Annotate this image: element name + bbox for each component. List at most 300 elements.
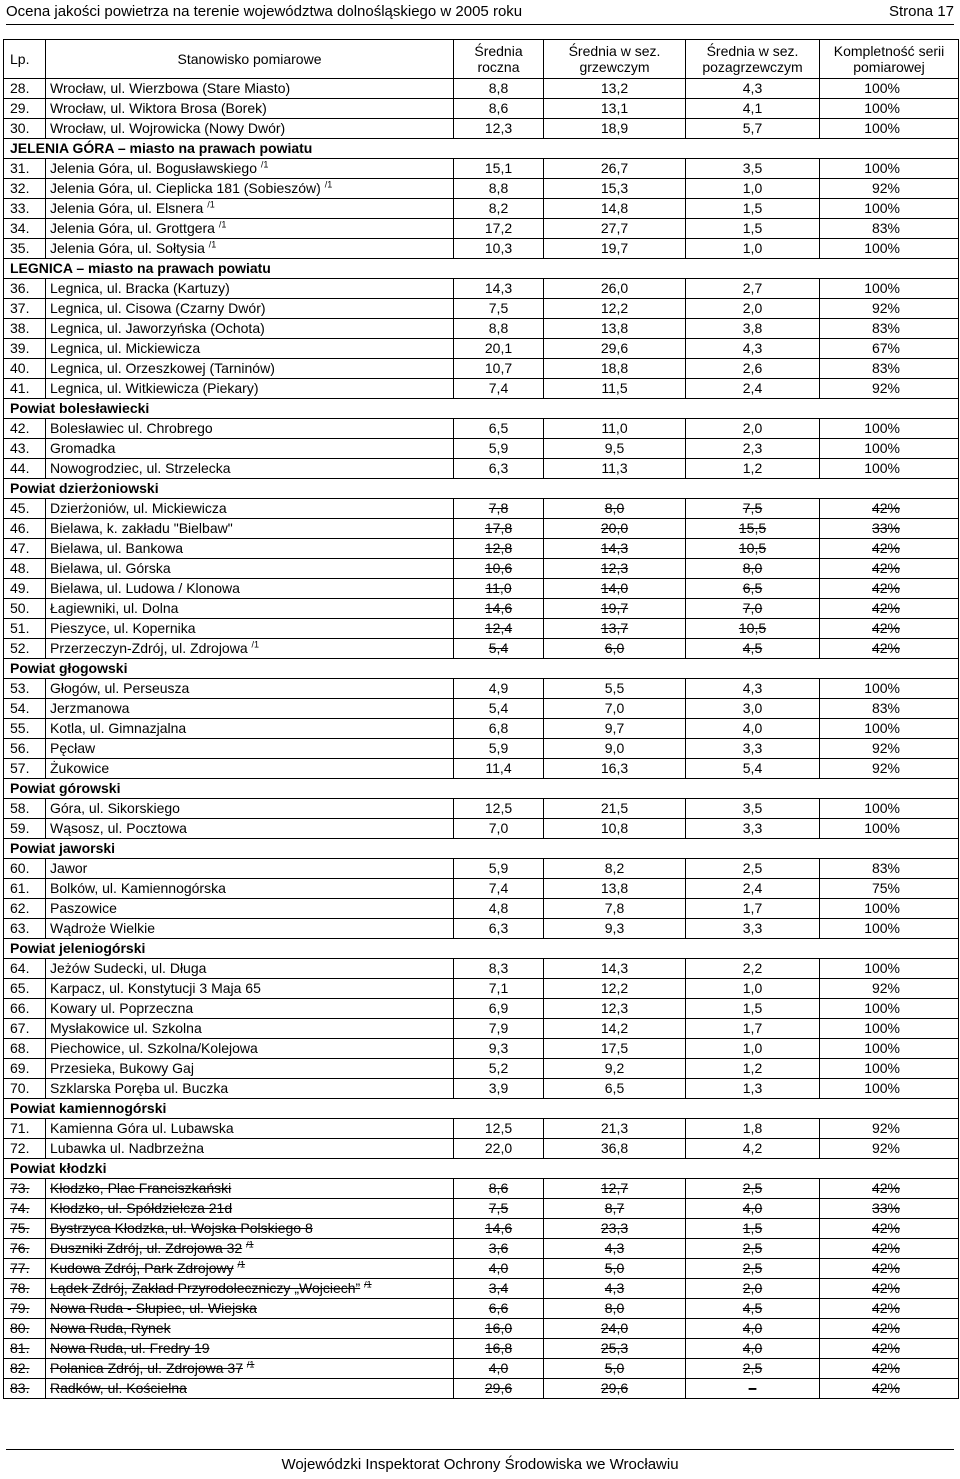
station-name-value: Lubawka ul. Nadbrzeżna [50, 1140, 205, 1156]
table-row [4, 1259, 959, 1279]
completeness-value: 100% [864, 1060, 900, 1076]
annual-mean-value: 3,4 [488, 1280, 509, 1296]
row-number-value: 65. [10, 980, 30, 996]
table-row [4, 79, 959, 99]
nonheating-season-mean-value: 4,5 [742, 1300, 763, 1316]
annual-mean-value: 5,9 [488, 740, 509, 756]
heating-season-mean-value: 13,2 [600, 80, 629, 96]
annual-mean [454, 719, 544, 739]
completeness [820, 299, 959, 319]
section-title: Powiat bolesławiecki [4, 399, 959, 419]
row-number-value: 79. [10, 1300, 30, 1316]
annual-mean-value: 7,9 [488, 1020, 509, 1036]
completeness [820, 1279, 959, 1299]
completeness [820, 1119, 959, 1139]
heating-season-mean [544, 339, 686, 359]
nonheating-season-mean [686, 979, 820, 999]
nonheating-season-mean-value: 1,0 [742, 1040, 763, 1056]
station-name-value: Radków, ul. Kościelna [50, 1380, 187, 1396]
nonheating-season-mean-value: 1,5 [742, 220, 763, 236]
heating-season-mean [544, 639, 686, 659]
completeness-value: 42% [871, 1280, 900, 1296]
section-title: Powiat dzierżoniowski [4, 479, 959, 499]
row-number-value: 31. [10, 160, 30, 176]
nonheating-season-mean-value: 4,3 [742, 80, 763, 96]
station-name-value: Duszniki Zdrój, ul. Zdrojowa 32 [50, 1240, 243, 1256]
section-row [4, 1159, 959, 1179]
station-name-value: Gromadka [50, 440, 116, 456]
row-number [4, 79, 46, 99]
table-row [4, 519, 959, 539]
air-quality-table [3, 39, 959, 1399]
nonheating-season-mean-value: 2,6 [742, 360, 763, 376]
completeness-value: 100% [864, 960, 900, 976]
nonheating-season-mean-value: 4,0 [742, 1320, 763, 1336]
nonheating-season-mean [686, 1279, 820, 1299]
completeness [820, 999, 959, 1019]
row-number [4, 519, 46, 539]
nonheating-season-mean-value: 3,3 [742, 920, 763, 936]
nonheating-season-mean-value: 1,0 [742, 240, 763, 256]
table-row [4, 1019, 959, 1039]
completeness-value: 100% [864, 1040, 900, 1056]
annual-mean-value: 16,0 [484, 1320, 513, 1336]
completeness-value: 100% [864, 420, 900, 436]
completeness-value: 83% [871, 860, 900, 876]
heating-season-mean [544, 1139, 686, 1159]
table-row [4, 299, 959, 319]
table-body [4, 79, 959, 1399]
heating-season-mean-value: 14,3 [600, 540, 629, 556]
completeness-value: 83% [871, 220, 900, 236]
station-name [46, 639, 454, 659]
heating-season-mean-value: 11,3 [601, 460, 628, 476]
row-number-value: 49. [10, 580, 30, 596]
completeness-value: 33% [871, 520, 900, 536]
heating-season-mean-value: 13,1 [600, 100, 629, 116]
footnote-marker: /1 [207, 199, 215, 210]
nonheating-season-mean [686, 159, 820, 179]
annual-mean-value: 7,1 [488, 980, 509, 996]
row-number-value: 60. [10, 860, 30, 876]
annual-mean [454, 579, 544, 599]
table-row [4, 1059, 959, 1079]
section-title: Powiat jeleniogórski [4, 939, 959, 959]
nonheating-season-mean [686, 1139, 820, 1159]
completeness [820, 199, 959, 219]
annual-mean-value: 14,3 [484, 280, 513, 296]
footnote-marker: /1 [208, 239, 217, 250]
annual-mean [454, 379, 544, 399]
nonheating-season-mean-value: 4,3 [742, 340, 763, 356]
heating-season-mean-value: 8,7 [604, 1200, 625, 1216]
station-name [46, 619, 454, 639]
annual-mean [454, 899, 544, 919]
col-header-nonheating: Średnia w sez. pozagrzewczym [686, 40, 820, 79]
annual-mean [454, 819, 544, 839]
heating-season-mean [544, 1019, 686, 1039]
annual-mean-value: 10,7 [484, 360, 513, 376]
row-number-value: 54. [10, 700, 30, 716]
station-name-value: Nowa Ruda, ul. Fredry 19 [50, 1340, 210, 1356]
station-name-value: Nowa Ruda, Rynek [50, 1320, 171, 1336]
row-number-value: 62. [10, 900, 30, 916]
heating-season-mean [544, 559, 686, 579]
row-number [4, 1019, 46, 1039]
station-name-value: Bystrzyca Kłodzka, ul. Wojska Polskiego 8 [50, 1220, 313, 1236]
station-name [46, 1019, 454, 1039]
station-name [46, 159, 454, 179]
annual-mean [454, 599, 544, 619]
heating-season-mean [544, 219, 686, 239]
annual-mean-value: 12,4 [484, 620, 513, 636]
completeness-value: 100% [864, 680, 900, 696]
station-name [46, 1119, 454, 1139]
nonheating-season-mean-value: 1,0 [742, 980, 763, 996]
annual-mean [454, 859, 544, 879]
annual-mean [454, 159, 544, 179]
row-number [4, 1179, 46, 1199]
annual-mean-value: 10,3 [484, 240, 513, 256]
annual-mean [454, 199, 544, 219]
row-number [4, 299, 46, 319]
annual-mean-value: 12,8 [484, 540, 513, 556]
annual-mean-value: 29,6 [484, 1380, 513, 1396]
completeness [820, 1059, 959, 1079]
annual-mean [454, 739, 544, 759]
row-number [4, 1239, 46, 1259]
row-number [4, 699, 46, 719]
nonheating-season-mean [686, 1039, 820, 1059]
annual-mean-value: 11,4 [485, 760, 512, 776]
nonheating-season-mean [686, 519, 820, 539]
station-name-value: Kotla, ul. Gimnazjalna [50, 720, 187, 736]
station-name-value: Wrocław, ul. Wiktora Brosa (Borek) [50, 100, 267, 116]
annual-mean-value: 7,5 [488, 1200, 509, 1216]
annual-mean-value: 8,6 [488, 100, 509, 116]
nonheating-season-mean [686, 699, 820, 719]
nonheating-season-mean-value: 8,0 [742, 560, 763, 576]
annual-mean-value: 6,5 [488, 420, 509, 436]
annual-mean-value: 17,8 [484, 520, 513, 536]
annual-mean [454, 339, 544, 359]
completeness-value: 42% [871, 600, 900, 616]
annual-mean-value: 9,3 [488, 1040, 509, 1056]
station-name-value: Pieszyce, ul. Kopernika [50, 620, 196, 636]
nonheating-season-mean-value: 5,4 [742, 760, 763, 776]
station-name-value: Bolków, ul. Kamiennogórska [50, 880, 226, 896]
station-name [46, 439, 454, 459]
nonheating-season-mean-value: 1,5 [742, 1000, 763, 1016]
row-number [4, 1299, 46, 1319]
row-number [4, 1219, 46, 1239]
section-title: Powiat głogowski [4, 659, 959, 679]
row-number-value: 63. [10, 920, 30, 936]
row-number [4, 579, 46, 599]
station-name-value: Kłodzko, Plac Franciszkański [50, 1180, 232, 1196]
nonheating-season-mean [686, 1259, 820, 1279]
annual-mean [454, 99, 544, 119]
completeness-value: 100% [864, 440, 900, 456]
completeness-value: 100% [864, 1020, 900, 1036]
heating-season-mean-value: 5,0 [604, 1260, 625, 1276]
row-number-value: 33. [10, 200, 30, 216]
station-name-value: Legnica, ul. Mickiewicza [50, 340, 201, 356]
heating-season-mean [544, 379, 686, 399]
completeness [820, 1039, 959, 1059]
nonheating-season-mean-value: 3,5 [742, 160, 763, 176]
row-number [4, 459, 46, 479]
table-row [4, 759, 959, 779]
row-number-value: 36. [10, 280, 30, 296]
heating-season-mean-value: 9,7 [604, 720, 625, 736]
station-name-value: Legnica, ul. Orzeszkowej (Tarninów) [50, 360, 275, 376]
row-number [4, 679, 46, 699]
completeness [820, 979, 959, 999]
row-number-value: 58. [10, 800, 30, 816]
station-name-value: Jelenia Góra, ul. Elsnera [50, 200, 204, 216]
footnote-marker: /1 [237, 1259, 246, 1270]
row-number [4, 319, 46, 339]
nonheating-season-mean [686, 379, 820, 399]
completeness-value: 42% [871, 1360, 900, 1376]
completeness-value: 42% [871, 620, 900, 636]
station-name-value: Łagiewniki, ul. Dolna [50, 600, 179, 616]
row-number-value: 35. [10, 240, 30, 256]
nonheating-season-mean-value: 1,3 [742, 1080, 763, 1096]
table-row [4, 319, 959, 339]
section-title: Powiat kłodzki [4, 1159, 959, 1179]
completeness [820, 539, 959, 559]
heating-season-mean-value: 12,2 [600, 300, 629, 316]
nonheating-season-mean-value: 3,3 [742, 740, 763, 756]
station-name [46, 1219, 454, 1239]
nonheating-season-mean [686, 959, 820, 979]
completeness [820, 579, 959, 599]
completeness-value: 100% [864, 460, 900, 476]
station-name-value: Legnica, ul. Cisowa (Czarny Dwór) [50, 300, 266, 316]
heating-season-mean-value: 9,0 [604, 740, 625, 756]
completeness [820, 99, 959, 119]
heating-season-mean-value: 8,0 [604, 1300, 625, 1316]
heating-season-mean-value: 17,5 [600, 1040, 629, 1056]
row-number-value: 38. [10, 320, 30, 336]
heating-season-mean-value: 6,5 [604, 1080, 625, 1096]
annual-mean [454, 239, 544, 259]
station-name [46, 859, 454, 879]
heating-season-mean [544, 899, 686, 919]
completeness-value: 42% [871, 500, 900, 516]
station-name-value: Dzierżoniów, ul. Mickiewicza [50, 500, 227, 516]
row-number-value: 75. [10, 1220, 30, 1236]
station-name [46, 359, 454, 379]
annual-mean [454, 1059, 544, 1079]
nonheating-season-mean [686, 1219, 820, 1239]
heating-season-mean [544, 1299, 686, 1319]
row-number-value: 29. [10, 100, 30, 116]
table-row [4, 1299, 959, 1319]
heating-season-mean [544, 119, 686, 139]
page-header [6, 0, 954, 25]
completeness-value: 33% [871, 1200, 900, 1216]
annual-mean [454, 1299, 544, 1319]
nonheating-season-mean [686, 439, 820, 459]
nonheating-season-mean [686, 619, 820, 639]
nonheating-season-mean-value: 4,0 [742, 720, 763, 736]
station-name [46, 119, 454, 139]
nonheating-season-mean-value: 4,2 [742, 1140, 763, 1156]
completeness [820, 1179, 959, 1199]
table-row [4, 819, 959, 839]
annual-mean-value: 12,5 [484, 1120, 513, 1136]
heating-season-mean [544, 699, 686, 719]
heating-season-mean [544, 759, 686, 779]
table-row [4, 1359, 959, 1379]
completeness [820, 739, 959, 759]
annual-mean-value: 10,6 [484, 560, 513, 576]
annual-mean [454, 1199, 544, 1219]
heating-season-mean-value: 25,3 [600, 1340, 629, 1356]
section-title: Powiat górowski [4, 779, 959, 799]
row-number-value: 32. [10, 180, 30, 196]
station-name [46, 599, 454, 619]
table-row [4, 999, 959, 1019]
station-name [46, 1359, 454, 1379]
row-number [4, 1039, 46, 1059]
nonheating-season-mean [686, 199, 820, 219]
annual-mean [454, 799, 544, 819]
annual-mean-value: 8,8 [488, 80, 509, 96]
heating-season-mean [544, 99, 686, 119]
completeness-value: 92% [871, 740, 900, 756]
nonheating-season-mean-value: 2,0 [742, 1280, 763, 1296]
nonheating-season-mean [686, 1199, 820, 1219]
row-number-value: 82. [10, 1360, 30, 1376]
nonheating-season-mean [686, 1079, 820, 1099]
heating-season-mean [544, 1119, 686, 1139]
completeness-value: 92% [871, 300, 900, 316]
row-number [4, 279, 46, 299]
document-title: Ocena jakości powietrza na terenie województwa dolnośląskiego w 2005 roku [6, 3, 523, 20]
row-number [4, 379, 46, 399]
row-number-value: 83. [10, 1380, 30, 1396]
annual-mean-value: 14,6 [484, 1220, 513, 1236]
heating-season-mean-value: 29,6 [600, 1380, 629, 1396]
annual-mean [454, 299, 544, 319]
heating-season-mean-value: 18,9 [600, 120, 629, 136]
station-name-value: Bielawa, ul. Ludowa / Klonowa [50, 580, 240, 596]
annual-mean-value: 6,3 [488, 920, 509, 936]
heating-season-mean-value: 11,0 [601, 420, 628, 436]
heating-season-mean [544, 619, 686, 639]
completeness [820, 279, 959, 299]
row-number [4, 1339, 46, 1359]
heating-season-mean-value: 14,3 [600, 960, 629, 976]
nonheating-season-mean [686, 539, 820, 559]
page-number: Strona 17 [888, 3, 954, 20]
heating-season-mean [544, 979, 686, 999]
table-row [4, 699, 959, 719]
annual-mean-value: 6,3 [488, 460, 509, 476]
annual-mean-value: 6,6 [488, 1300, 509, 1316]
heating-season-mean [544, 319, 686, 339]
station-name [46, 1259, 454, 1279]
nonheating-season-mean [686, 1359, 820, 1379]
annual-mean-value: 17,2 [484, 220, 513, 236]
station-name [46, 699, 454, 719]
completeness-value: 42% [871, 1180, 900, 1196]
row-number-value: 52. [10, 640, 30, 656]
heating-season-mean [544, 679, 686, 699]
table-row [4, 119, 959, 139]
station-name-value: Kowary ul. Poprzeczna [50, 1000, 194, 1016]
station-name [46, 919, 454, 939]
completeness-value: 42% [871, 1300, 900, 1316]
station-name-value: Szklarska Poręba ul. Buczka [50, 1080, 229, 1096]
station-name [46, 579, 454, 599]
annual-mean [454, 1139, 544, 1159]
row-number [4, 439, 46, 459]
nonheating-season-mean-value: 2,5 [742, 1360, 763, 1376]
nonheating-season-mean-value: 7,5 [742, 500, 763, 516]
row-number-value: 43. [10, 440, 30, 456]
completeness [820, 959, 959, 979]
table-row [4, 279, 959, 299]
heating-season-mean-value: 13,8 [600, 320, 629, 336]
section-title: LEGNICA – miasto na prawach powiatu [4, 259, 959, 279]
station-name-value: Głogów, ul. Perseusza [50, 680, 190, 696]
nonheating-season-mean-value: 4,5 [742, 640, 763, 656]
nonheating-season-mean-value: 2,5 [742, 1260, 763, 1276]
completeness-value: 83% [871, 320, 900, 336]
section-title: Powiat kamiennogórski [4, 1099, 959, 1119]
nonheating-season-mean [686, 1379, 820, 1399]
row-number-value: 77. [10, 1260, 30, 1276]
row-number-value: 57. [10, 760, 30, 776]
station-name [46, 799, 454, 819]
table-row [4, 859, 959, 879]
section-row [4, 479, 959, 499]
completeness [820, 1259, 959, 1279]
row-number [4, 199, 46, 219]
row-number-value: 72. [10, 1140, 30, 1156]
completeness-value: 100% [864, 240, 900, 256]
heating-season-mean-value: 26,7 [600, 160, 629, 176]
heating-season-mean [544, 299, 686, 319]
annual-mean [454, 639, 544, 659]
station-name-value: Jawor [50, 860, 88, 876]
footnote-marker: /1 [246, 1239, 254, 1250]
completeness [820, 619, 959, 639]
station-name-value: Bielawa, k. zakładu "Bielbaw" [50, 520, 233, 536]
station-name-value: Pęcław [50, 740, 96, 756]
row-number [4, 1199, 46, 1219]
heating-season-mean [544, 1039, 686, 1059]
completeness [820, 559, 959, 579]
station-name [46, 1059, 454, 1079]
completeness [820, 79, 959, 99]
table-row [4, 639, 959, 659]
row-number [4, 799, 46, 819]
completeness [820, 119, 959, 139]
heating-season-mean [544, 919, 686, 939]
annual-mean [454, 1179, 544, 1199]
completeness-value: 100% [864, 920, 900, 936]
annual-mean-value: 6,9 [488, 1000, 509, 1016]
heating-season-mean [544, 1079, 686, 1099]
annual-mean-value: 8,8 [488, 180, 509, 196]
nonheating-season-mean [686, 639, 820, 659]
